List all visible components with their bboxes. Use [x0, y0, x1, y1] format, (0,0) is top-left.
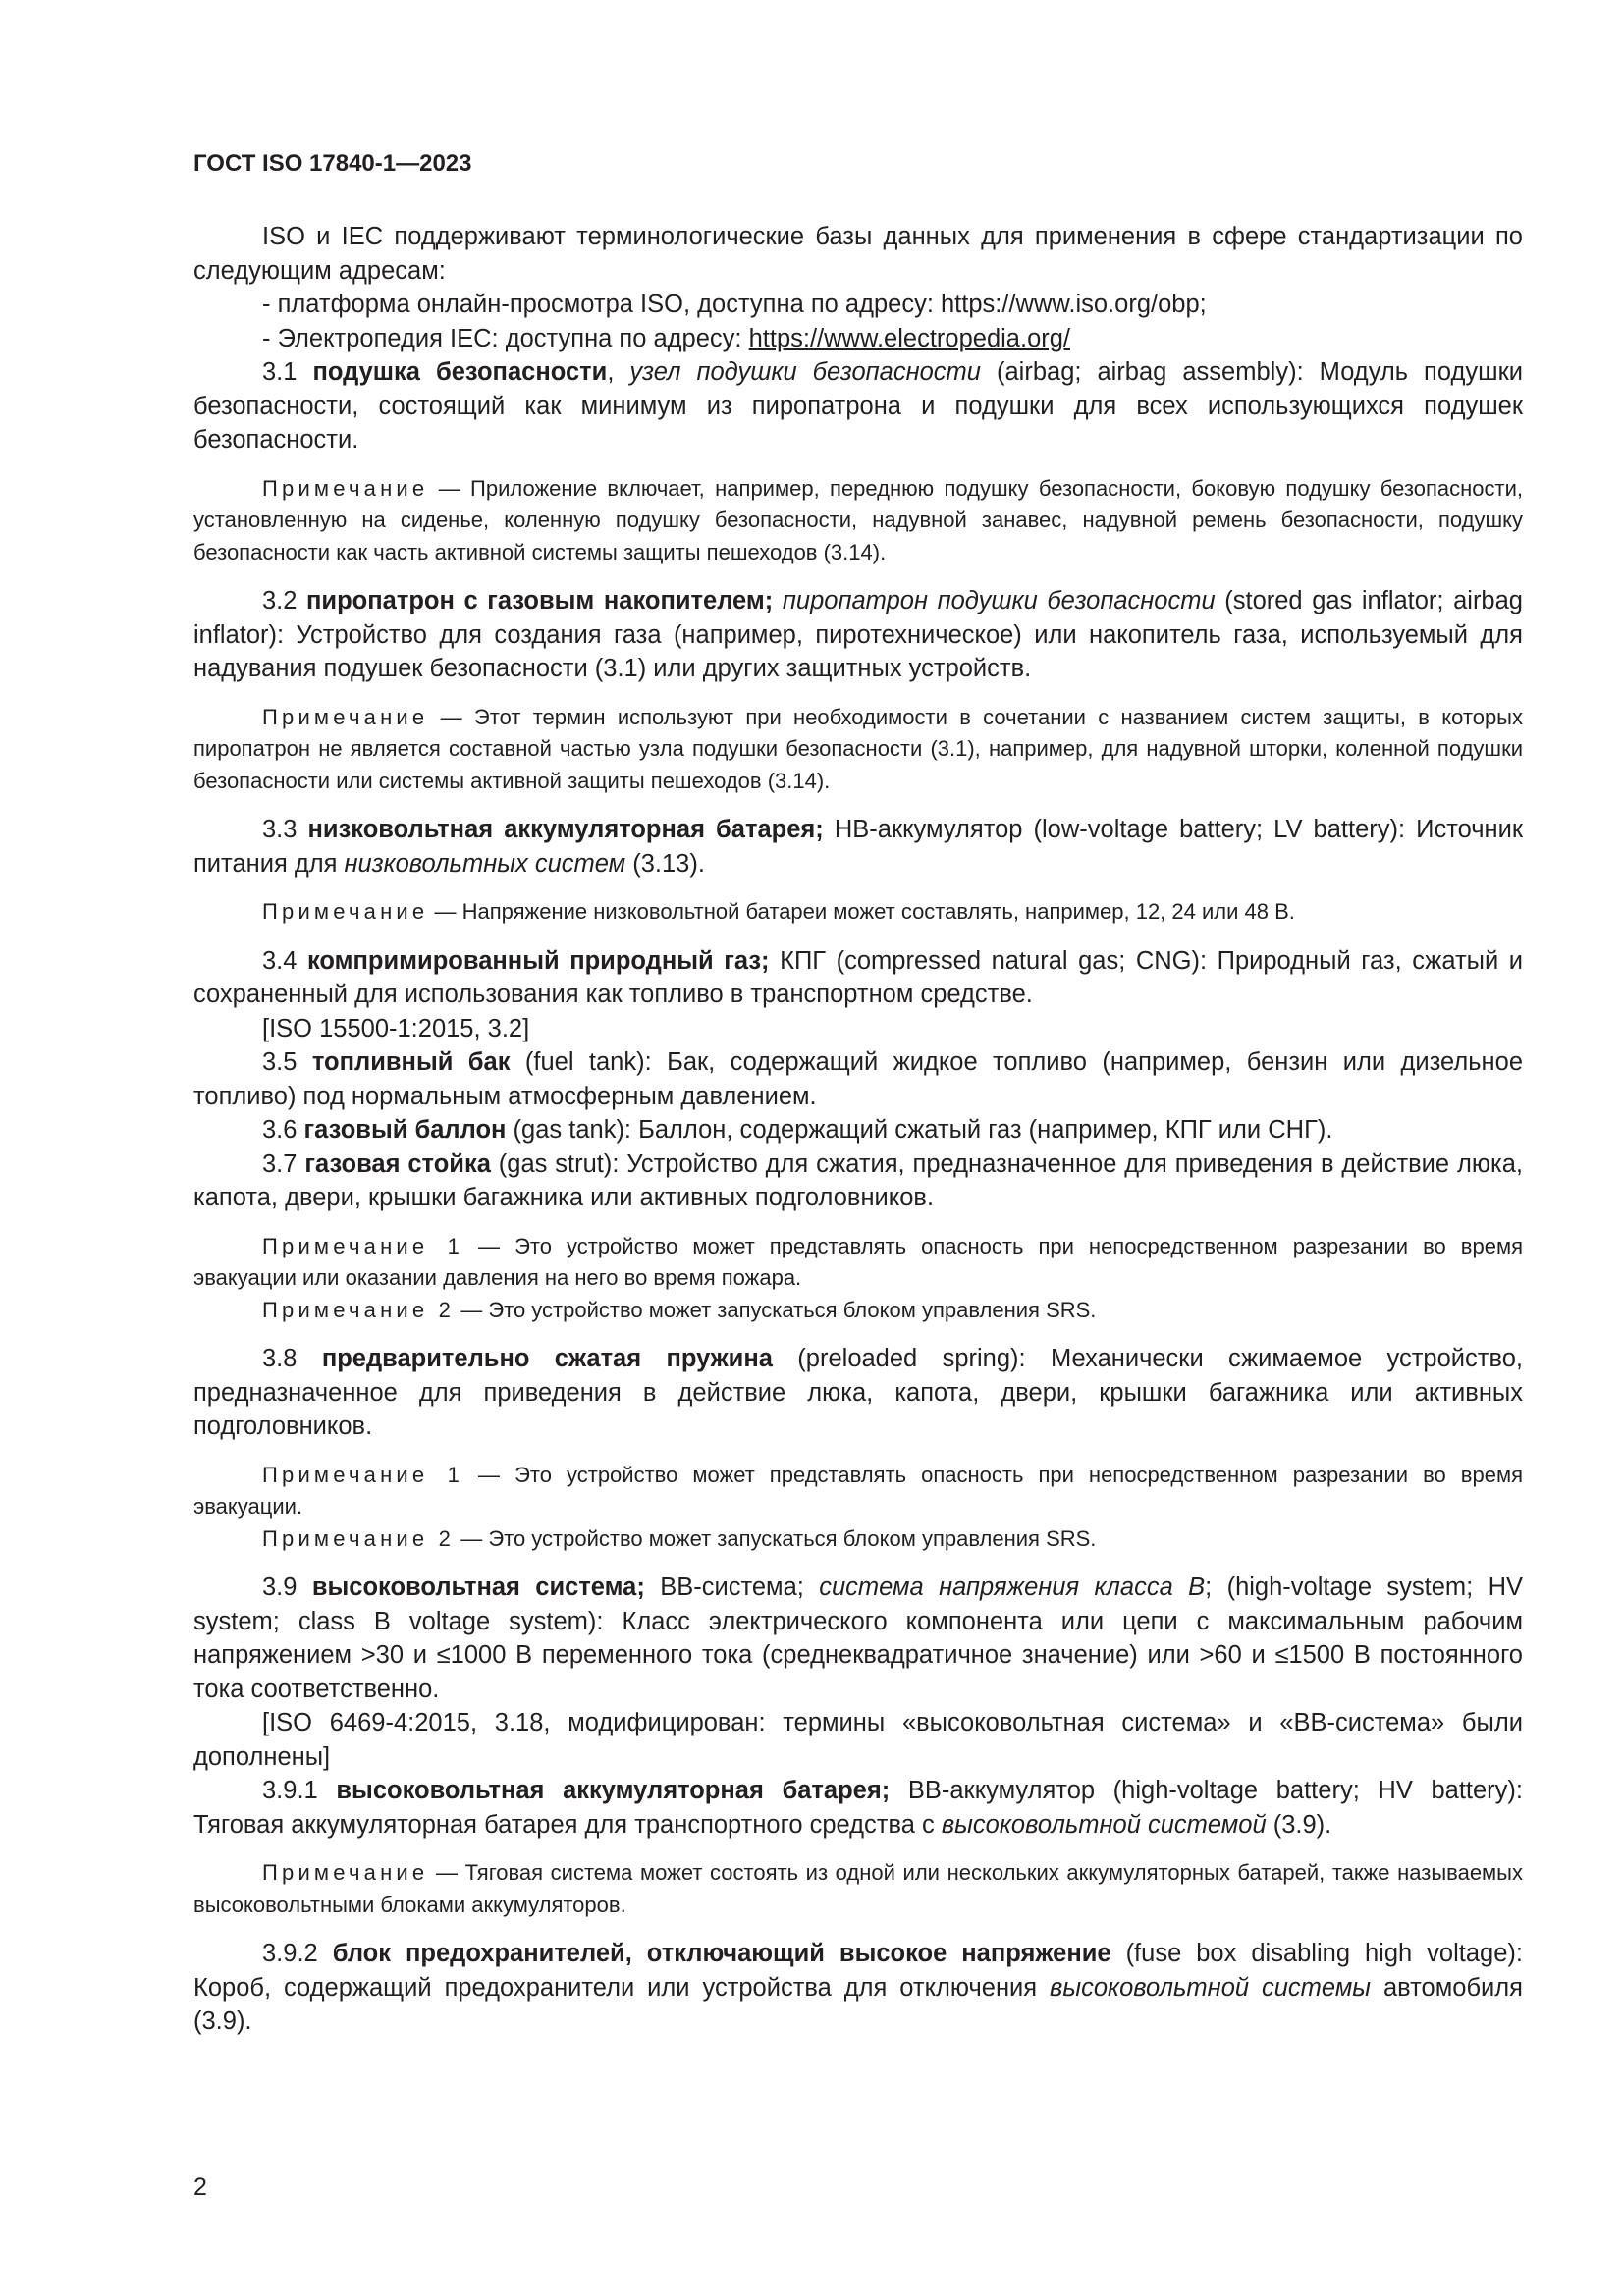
- term-3-3: [193, 813, 1523, 881]
- term-number: 3.9.1: [262, 1777, 337, 1804]
- note-text: — Напряжение низковольтной батареи может составлять, например, 12, 24 или 48 В.: [428, 899, 1295, 924]
- term-definition: ВВ-аккумулятор (high-voltage battery; HV battery): Тяговая аккумуляторная батарея для транспортного средства с: [193, 1777, 1523, 1839]
- term-definition: НВ-аккумулятор (low-voltage battery; LV battery): Источник питания для: [193, 816, 1523, 878]
- term-synonym: пиропатрон подушки безопасности: [782, 587, 1216, 614]
- term-3-4-source: [ISO 15500-1:2015, 3.2]: [262, 1014, 530, 1042]
- note-label: Примечание: [262, 899, 429, 924]
- term-definition: (airbag; airbag assembly): Модуль подушки безопасности, состоящий как минимум из пиропатрона и подушки для всех использующихся подушек безопасности.: [193, 358, 1523, 454]
- note-3-7-1: [193, 1231, 1523, 1295]
- note-3-3: [193, 896, 1523, 929]
- term-synonym-abbrev: ВВ-система;: [644, 1574, 820, 1601]
- term-number: 3.9: [262, 1574, 312, 1601]
- note-label: Примечание 1: [262, 1462, 464, 1487]
- term-reference-italic: высоковольтной системой: [941, 1810, 1267, 1839]
- term-number: 3.4: [262, 946, 307, 975]
- note-label: Примечание: [262, 1860, 429, 1885]
- term-3-2: [193, 584, 1523, 686]
- term-definition: (preloaded spring): Механически сжимаемое устройство, предназначенное для приведения в действие люка, капота, двери, крышки багажника или активных подголовников.: [193, 1345, 1524, 1440]
- note-3-2: [193, 702, 1523, 798]
- term-separator: [773, 587, 783, 614]
- term-3-9-1: [193, 1774, 1523, 1842]
- page-number: 2: [193, 2173, 207, 2201]
- note-label: Примечание 2: [262, 1525, 456, 1551]
- term-number: 3.6: [262, 1116, 304, 1144]
- term-name: газовый баллон: [303, 1116, 507, 1144]
- note-3-8-2: [193, 1523, 1523, 1556]
- note-text: — Этот термин используют при необходимости в сочетании с названием систем защиты, в которых пиропатрон не является составной частью узла подушки безопасности (3.1), например, для надувной шторки, коленной подушки безопасности или системы активной защиты пешеходов (3.14).: [193, 704, 1523, 793]
- term-definition-end: (3.9).: [1266, 1810, 1332, 1839]
- electropedia-link[interactable]: https://www.electropedia.org/: [748, 324, 1071, 352]
- note-text: — Это устройство может запускаться блоком управления SRS.: [455, 1525, 1097, 1551]
- term-definition-end: автомобиля (3.9).: [193, 1973, 1523, 2035]
- term-name: газовая стойка: [304, 1149, 491, 1178]
- note-text: — Это устройство может запускаться блоком управления SRS.: [455, 1297, 1097, 1322]
- note-text: — Это устройство может представлять опасность при непосредственном разрезании во время эвакуации или оказании давления на него во время пожара.: [193, 1233, 1523, 1290]
- term-3-8: [193, 1342, 1523, 1444]
- note-text: — Приложение включает, например, переднюю подушку безопасности, боковую подушку безопасности, установленную на сиденье, коленную подушку безопасности, надувной занавес, надувной ремень безопасности, подушку безопасности как часть активной системы защиты пешеходов (3.14).: [193, 475, 1523, 564]
- term-name: компримированный природный газ;: [307, 946, 770, 975]
- note-3-9-1: [193, 1857, 1523, 1921]
- term-number: 3.8: [262, 1345, 322, 1372]
- term-definition-end: (3.13).: [625, 849, 705, 878]
- note-label: Примечание 1: [262, 1233, 464, 1258]
- note-3-8-1: [193, 1460, 1523, 1523]
- term-name: высоковольтная аккумуляторная батарея;: [336, 1777, 891, 1804]
- term-3-6: [193, 1113, 1523, 1148]
- term-definition: (gas tank): Баллон, содержащий сжатый газ (например, КПГ или СНГ).: [506, 1116, 1333, 1144]
- term-3-9-source: [ISO 6469-4:2015, 3.18, модифицирован: термины «высоковольтная система» и «ВВ-система» были дополнены]: [193, 1709, 1523, 1771]
- note-label: Примечание 2: [262, 1297, 456, 1322]
- term-name: пиропатрон с газовым накопителем;: [306, 587, 774, 614]
- term-name: предварительно сжатая пружина: [321, 1345, 773, 1372]
- term-number: 3.7: [262, 1149, 305, 1178]
- term-definition: (fuel tank): Бак, содержащий жидкое топливо (например, бензин или дизельное топливо) под нормальным атмосферным давлением.: [193, 1048, 1523, 1110]
- term-3-4: [193, 944, 1523, 1012]
- term-name: высоковольтная система;: [311, 1574, 645, 1601]
- term-reference-italic: высоковольтной системы: [1050, 1973, 1372, 2002]
- term-3-1: [193, 355, 1523, 457]
- note-text: — Тяговая система может состоять из одной или нескольких аккумуляторных батарей, также называемых высоковольтными блоками аккумуляторов.: [193, 1860, 1523, 1917]
- intro-list-item-iso: - платформа онлайн-просмотра ISO, доступна по адресу: https://www.iso.org/obp;: [262, 291, 1207, 318]
- note-label: Примечание: [262, 704, 429, 729]
- note-label: Примечание: [262, 475, 429, 501]
- note-text: — Это устройство может представлять опасность при непосредственном разрезании во время эвакуации.: [193, 1462, 1523, 1519]
- intro-paragraph: ISO и IEC поддерживают терминологические базы данных для применения в сфере стандартизации по следующим адресам:: [193, 223, 1523, 285]
- term-reference-italic: низковольтных систем: [344, 849, 626, 878]
- term-synonym: система напряжения класса В: [819, 1574, 1206, 1601]
- term-definition: (gas strut): Устройство для сжатия, предназначенное для приведения в действие люка, капота, двери, крышки багажника или активных подголовников.: [193, 1149, 1523, 1211]
- term-definition: (fuse box disabling high voltage): Короб, содержащий предохранители или устройства для отключения: [193, 1940, 1523, 2002]
- term-3-7: [193, 1148, 1523, 1215]
- term-name: подушка безопасности: [312, 358, 608, 386]
- document-body: [193, 220, 1523, 2039]
- term-definition: ; (high-voltage system; HV system; class B voltage system): Класс электрического компонента или цепи с максимальным рабочим напряжением >30 и ≤1000 В переменного тока (среднеквадратичное значение) или >60 и ≤1500 В постоянного тока соответственно.: [193, 1574, 1524, 1703]
- term-name: блок предохранителей, отключающий высокое напряжение: [332, 1940, 1111, 1967]
- term-3-9-2: [193, 1937, 1523, 2039]
- intro-list-item-iec: [193, 322, 1523, 356]
- term-number: 3.3: [262, 816, 308, 843]
- term-3-5: [193, 1045, 1523, 1113]
- term-definition: КПГ (compressed natural gas; CNG): Природный газ, сжатый и сохраненный для использования как топливо в транспортном средстве.: [193, 946, 1523, 1008]
- note-3-7-2: [193, 1295, 1523, 1327]
- intro-item-prefix: - Электропедия IEC: доступна по адресу:: [262, 324, 749, 352]
- term-separator: ,: [607, 358, 630, 386]
- term-number: 3.1: [262, 358, 313, 386]
- note-3-1: [193, 473, 1523, 569]
- term-name: топливный бак: [311, 1048, 511, 1076]
- term-name: низковольтная аккумуляторная батарея;: [307, 816, 824, 843]
- term-number: 3.9.2: [262, 1940, 333, 1967]
- term-definition: (stored gas inflator; airbag inflator): Устройство для создания газа (например, пиротехническое) или накопитель газа, используемый для надувания подушек безопасности (3.1) или других защитных устройств.: [193, 587, 1523, 682]
- document-header: ГОСТ ISO 17840-1—2023: [193, 150, 472, 177]
- term-3-9: [193, 1571, 1523, 1706]
- term-number: 3.2: [262, 587, 307, 614]
- term-synonym: узел подушки безопасности: [629, 358, 981, 386]
- term-number: 3.5: [262, 1048, 312, 1076]
